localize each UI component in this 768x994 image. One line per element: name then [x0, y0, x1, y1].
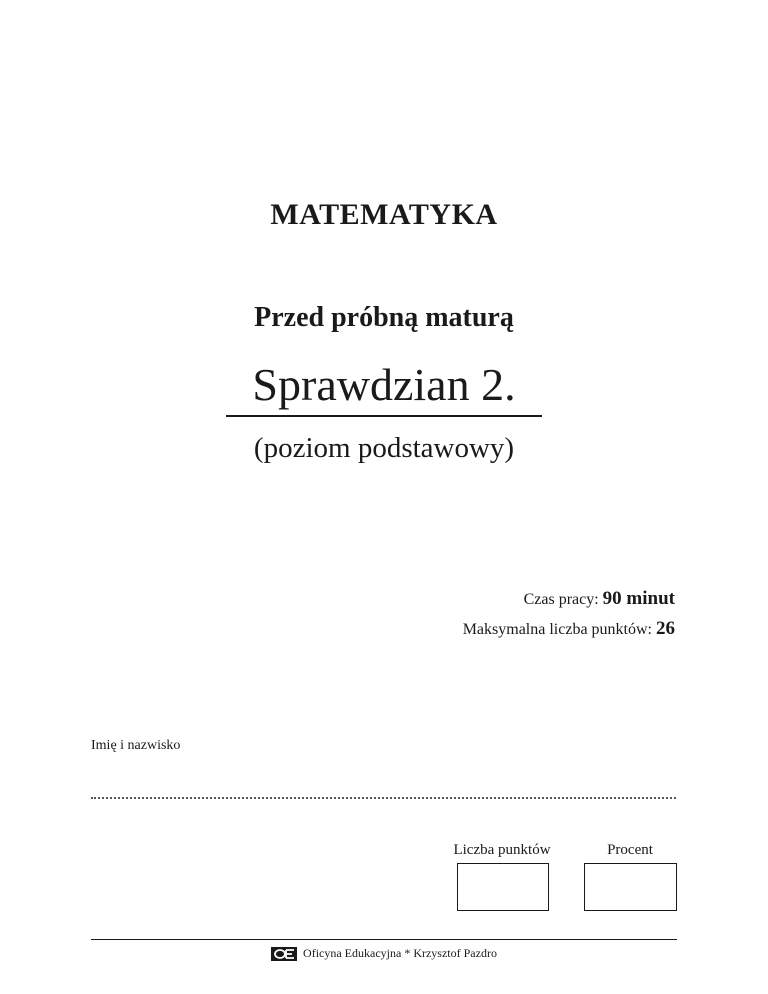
test-title: Sprawdzian 2. [252, 359, 516, 410]
time-value: 90 minut [602, 588, 675, 609]
title-underline [226, 415, 542, 417]
max-points-value: 26 [656, 618, 675, 639]
footer-divider [91, 939, 677, 940]
subject-heading: MATEMATYKA [270, 198, 498, 231]
time-label: Czas pracy: [523, 591, 599, 608]
score-points-box[interactable] [457, 863, 549, 911]
level-label: (poziom podstawowy) [253, 432, 515, 464]
score-percent-box[interactable] [584, 863, 677, 911]
publisher-name: Oficyna Edukacyjna * Krzysztof Pazdro [303, 946, 497, 960]
name-label: Imię i nazwisko [91, 738, 181, 753]
subtitle: Przed próbną maturą [254, 302, 514, 333]
max-points-info [463, 618, 675, 640]
time-info [524, 588, 675, 610]
name-field-line[interactable] [91, 797, 676, 799]
score-percent-label: Procent [607, 842, 653, 858]
footer [0, 946, 768, 961]
score-points-label: Liczba punktów [453, 842, 551, 858]
oe-logo-icon [271, 947, 297, 961]
max-points-label: Maksymalna liczba punktów: [462, 621, 652, 638]
